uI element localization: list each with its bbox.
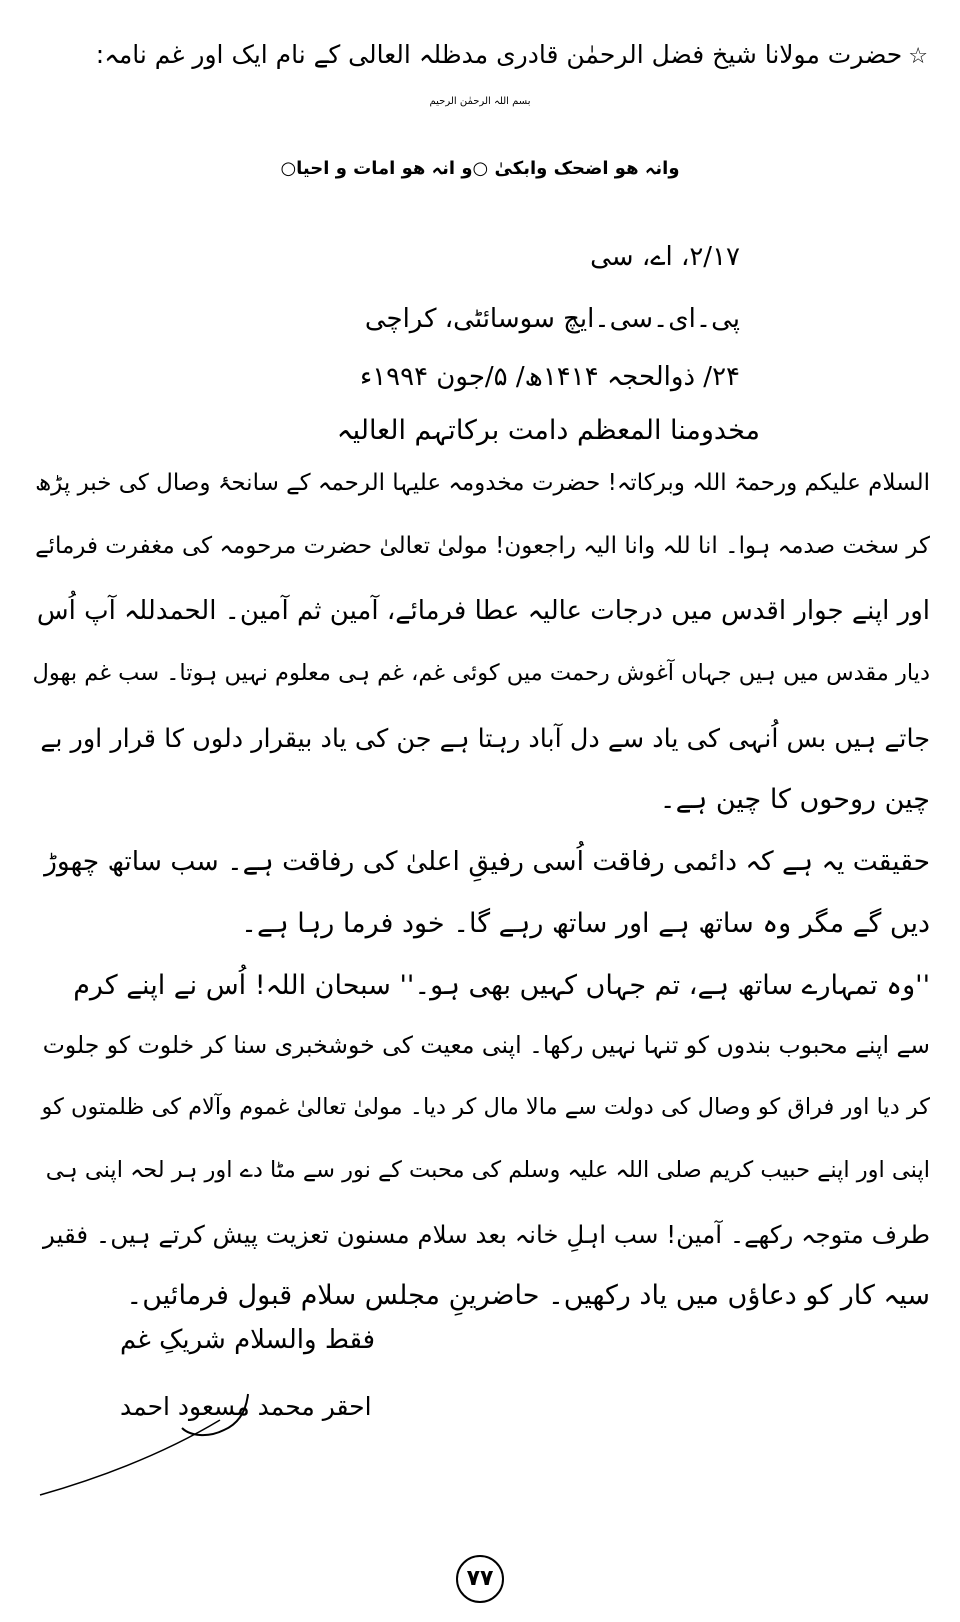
- signature-mark: [20, 1380, 260, 1500]
- heading-text: حضرت مولانا شیخ فضل الرحمٰن قادری مدظلہ العالی کے نام ایک اور غم نامہ:: [95, 40, 903, 69]
- body-line: حقیقت یہ ہے کہ دائمی رفاقت اُسی رفیقِ اعلیٰ کی رفاقت ہے۔ سب ساتھ چھوڑ: [44, 846, 930, 877]
- body-line: سیہ کار کو دعاؤں میں یاد رکھیں۔ حاضرینِ مجلس سلام قبول فرمائیں۔: [126, 1280, 930, 1311]
- address-line-society: پی۔ای۔سی۔ایچ سوسائٹی، کراچی: [364, 304, 740, 334]
- letter-heading: [96, 40, 928, 69]
- body-line: کر سخت صدمہ ہوا۔ انا للہ وانا الیہ راجعون! مولیٰ تعالیٰ حضرت مرحومہ کی مغفرت فرمائے: [35, 533, 930, 559]
- body-line: جاتے ہیں بس اُنہی کی یاد سے دل آباد رہتا ہے جن کی یاد بیقرار دلوں کا قرار اور بے: [40, 724, 930, 754]
- body-line: کر دیا اور فراق کو وصال کی دولت سے مالا مال کر دیا۔ مولیٰ تعالیٰ غموم وآلام کی ظلمتوں کو: [41, 1094, 930, 1120]
- sender-name: احقر محمد مسعود احمد: [120, 1392, 372, 1421]
- salutation: مخدومنا المعظم دامت برکاتہم العالیہ: [336, 415, 760, 446]
- body-line: چین روحوں کا چین ہے۔: [659, 784, 930, 815]
- bismillah: بسم اللہ الرحمٰن الرحیم: [429, 96, 531, 107]
- body-line: دیار مقدس میں ہیں جہاں آغوش رحمت میں کوئی غم، غم ہی معلوم نہیں ہوتا۔ سب غم بھول: [32, 660, 930, 686]
- body-line: طرف متوجہ رکھے۔ آمین! سب اہلِ خانہ بعد سلام مسنون تعزیت پیش کرتے ہیں۔ فقیر: [43, 1220, 930, 1249]
- page-number: ۷۷: [456, 1555, 504, 1603]
- letter-date: ۲۴/ ذوالحجہ ۱۴۱۴ھ/ ۵/جون ۱۹۹۴ء: [359, 362, 740, 392]
- body-line: سے اپنے محبوب بندوں کو تنہا نہیں رکھا۔ اپنی معیت کی خوشخبری سنا کر خلوت کو جلوت: [42, 1031, 930, 1059]
- quranic-verse: وانہ ھو اضحک وابکیٰ ○و انہ ھو امات و احیا○: [280, 158, 680, 179]
- address-line-house: ۲/۱۷، اے، سی: [590, 242, 740, 272]
- body-line: اپنی اور اپنے حبیب کریم صلی اللہ علیہ وسلم کی محبت کے نور سے مٹا دے اور ہر لحہ اپنی ہی: [45, 1157, 930, 1183]
- body-line: السلام علیکم ورحمۃ اللہ وبرکاتہ! حضرت مخدومہ علیہا الرحمہ کے سانحۂ وصال کی خبر پڑھ: [35, 470, 930, 496]
- closing-line: فقط والسلام شریکِ غم: [120, 1325, 376, 1355]
- body-line: اور اپنے جوار اقدس میں درجات عالیہ عطا فرمائے، آمین ثم آمین۔ الحمدللہ آپ اُس: [36, 596, 930, 626]
- body-line: دیں گے مگر وہ ساتھ ہے اور ساتھ رہے گا۔ خود فرما رہا ہے۔: [241, 908, 930, 939]
- body-line: ''وہ تمہارے ساتھ ہے، تم جہاں کہیں بھی ہو۔'' سبحان اللہ! اُس نے اپنے کرم: [73, 970, 930, 1001]
- star-icon: ☆: [908, 44, 928, 69]
